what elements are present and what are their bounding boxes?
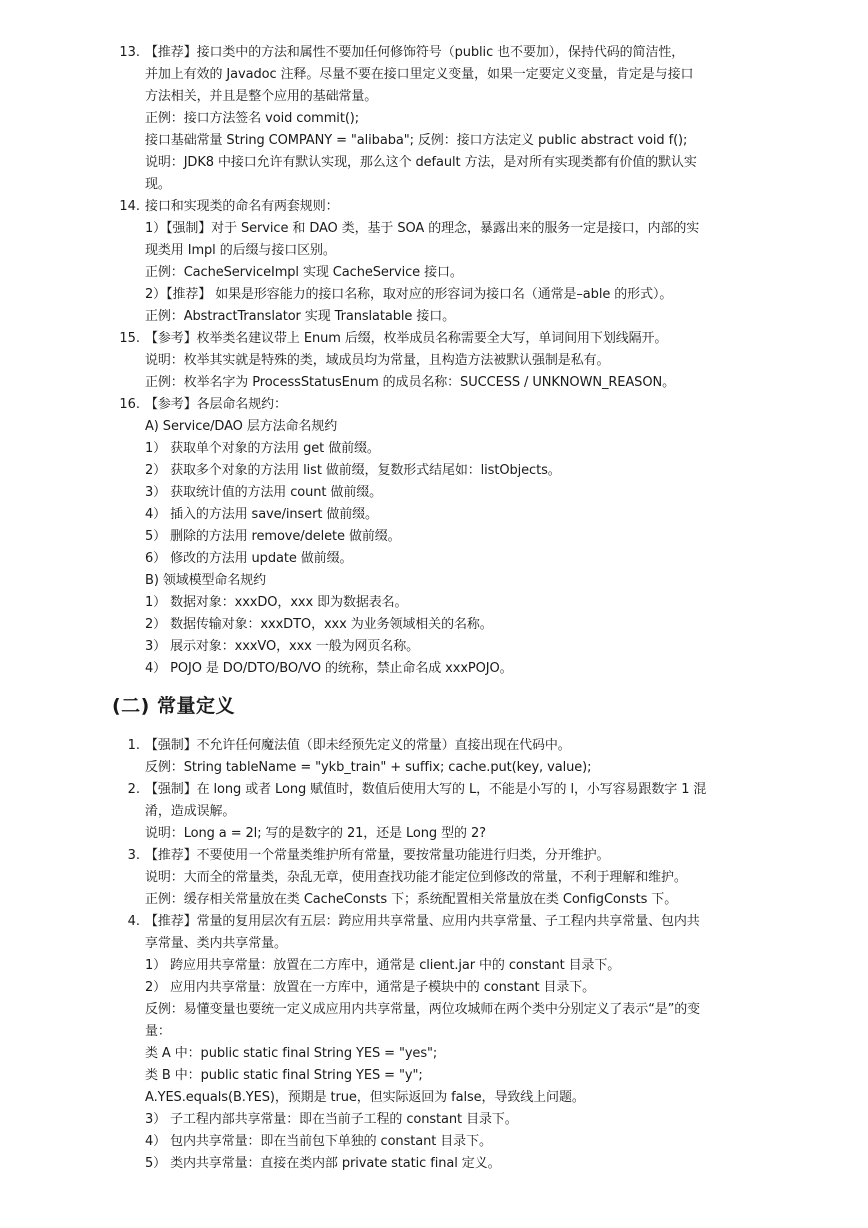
text-line: A) Service/DAO 层方法命名规约	[145, 419, 338, 434]
text-line: 5） 删除的方法用 remove/delete 做前缀。	[145, 529, 401, 544]
text-line: A.YES.equals(B.YES)，预期是 true，但实际返回为 false，导致线上问题。	[145, 1090, 585, 1105]
text-line: 2） 数据传输对象：xxxDTO，xxx 为业务领域相关的名称。	[145, 617, 493, 632]
text-line: 2）【推荐】 如果是形容能力的接口名称，取对应的形容词为接口名（通常是–able 的形式）。	[145, 287, 673, 302]
text-line: 享常量、类内共享常量。	[145, 936, 287, 951]
text-line: 4） 包内共享常量：即在当前包下单独的 constant 目录下。	[145, 1134, 492, 1149]
text-line: 反例：易懂变量也要统一定义成应用内共享常量，两位攻城师在两个类中分别定义了表示“是”的变	[145, 1002, 701, 1017]
text-line: 【强制】在 long 或者 Long 赋值时，数值后使用大写的 L，不能是小写的 l，小写容易跟数字 1 混	[145, 782, 707, 797]
text-line: 现类用 Impl 的后缀与接口区别。	[145, 243, 336, 258]
item-number: 15.	[119, 331, 140, 346]
text-line: 淆，造成误解。	[145, 804, 236, 819]
text-line: 【参考】各层命名规约：	[145, 397, 287, 412]
text-line: 正例：AbstractTranslator 实现 Translatable 接口。	[145, 309, 456, 324]
text-line: 说明：大而全的常量类，杂乱无章，使用查找功能才能定位到修改的常量，不利于理解和维护。	[145, 870, 687, 885]
text-line: 3） 获取统计值的方法用 count 做前缀。	[145, 485, 383, 500]
item-number: 3.	[127, 848, 140, 863]
item-number: 1.	[127, 738, 140, 753]
text-line: 接口基础常量 String COMPANY = "alibaba"; 反例：接口方法定义 public abstract void f();	[145, 133, 688, 148]
text-line: 【强制】不允许任何魔法值（即未经预先定义的常量）直接出现在代码中。	[145, 738, 571, 753]
text-line: 接口和实现类的命名有两套规则：	[145, 199, 339, 214]
text-line: 1）【强制】对于 Service 和 DAO 类，基于 SOA 的理念，暴露出来的服务一定是接口，内部的实	[145, 221, 700, 236]
text-line: 1） 获取单个对象的方法用 get 做前缀。	[145, 441, 380, 456]
item-number: 14.	[119, 199, 140, 214]
text-line: 正例：接口方法签名 void commit();	[145, 111, 360, 126]
text-line: 说明：Long a = 2l; 写的是数字的 21，还是 Long 型的 2?	[145, 826, 486, 841]
text-line: 2） 获取多个对象的方法用 list 做前缀，复数形式结尾如：listObjects。	[145, 463, 561, 478]
text-line: 【推荐】不要使用一个常量类维护所有常量，要按常量功能进行归类，分开维护。	[145, 848, 610, 863]
item-number: 4.	[127, 914, 140, 929]
text-line: 4） 插入的方法用 save/insert 做前缀。	[145, 507, 378, 522]
text-line: 并加上有效的 Javadoc 注释。尽量不要在接口里定义变量，如果一定要定义变量，肯定是与接口	[145, 67, 694, 82]
item-number: 2.	[127, 782, 140, 797]
text-line: 方法相关，并且是整个应用的基础常量。	[145, 89, 378, 104]
text-line: 说明：JDK8 中接口允许有默认实现，那么这个 default 方法，是对所有实现类都有价值的默认实	[145, 155, 697, 170]
text-line: 6） 修改的方法用 update 做前缀。	[145, 551, 353, 566]
text-line: 2） 应用内共享常量：放置在一方库中，通常是子模块中的 constant 目录下。	[145, 980, 596, 995]
text-line: 4） POJO 是 DO/DTO/BO/VO 的统称，禁止命名成 xxxPOJO。	[145, 661, 513, 676]
text-line: 说明：枚举其实就是特殊的类，域成员均为常量，且构造方法被默认强制是私有。	[145, 353, 610, 368]
item-number: 16.	[119, 397, 140, 412]
text-line: 【参考】枚举类名建议带上 Enum 后缀，枚举成员名称需要全大写，单词间用下划线隔开。	[145, 331, 668, 346]
text-line: 3） 子工程内部共享常量：即在当前子工程的 constant 目录下。	[145, 1112, 518, 1127]
text-line: 现。	[145, 177, 171, 192]
text-line: B) 领域模型命名规约	[145, 573, 267, 588]
text-line: 量：	[145, 1024, 171, 1039]
text-line: 正例：缓存相关常量放在类 CacheConsts 下；系统配置相关常量放在类 ConfigConsts 下。	[145, 892, 678, 907]
text-line: 正例：枚举名字为 ProcessStatusEnum 的成员名称：SUCCESS / UNKNOWN_REASON。	[145, 375, 675, 390]
text-line: 1） 数据对象：xxxDO，xxx 即为数据表名。	[145, 595, 408, 610]
text-line: 1） 跨应用共享常量：放置在二方库中，通常是 client.jar 中的 constant 目录下。	[145, 958, 621, 973]
text-line: 【推荐】常量的复用层次有五层：跨应用共享常量、应用内共享常量、子工程内共享常量、包内共	[145, 914, 700, 929]
item-number: 13.	[119, 45, 140, 60]
text-line: 正例：CacheServiceImpl 实现 CacheService 接口。	[145, 265, 463, 280]
text-line: 类 B 中：public static final String YES = "y";	[145, 1068, 423, 1083]
text-line: 类 A 中：public static final String YES = "yes";	[145, 1046, 438, 1061]
text-line: 反例：String tableName = "ykb_train" + suffix; cache.put(key, value);	[145, 760, 592, 775]
text-line: 5） 类内共享常量：直接在类内部 private static final 定义。	[145, 1156, 501, 1171]
section-heading: (二) 常量定义	[112, 695, 235, 717]
text-line: 3） 展示对象：xxxVO，xxx 一般为网页名称。	[145, 639, 419, 654]
text-line: 【推荐】接口类中的方法和属性不要加任何修饰符号（public 也不要加），保持代码的简洁性，	[145, 45, 685, 60]
